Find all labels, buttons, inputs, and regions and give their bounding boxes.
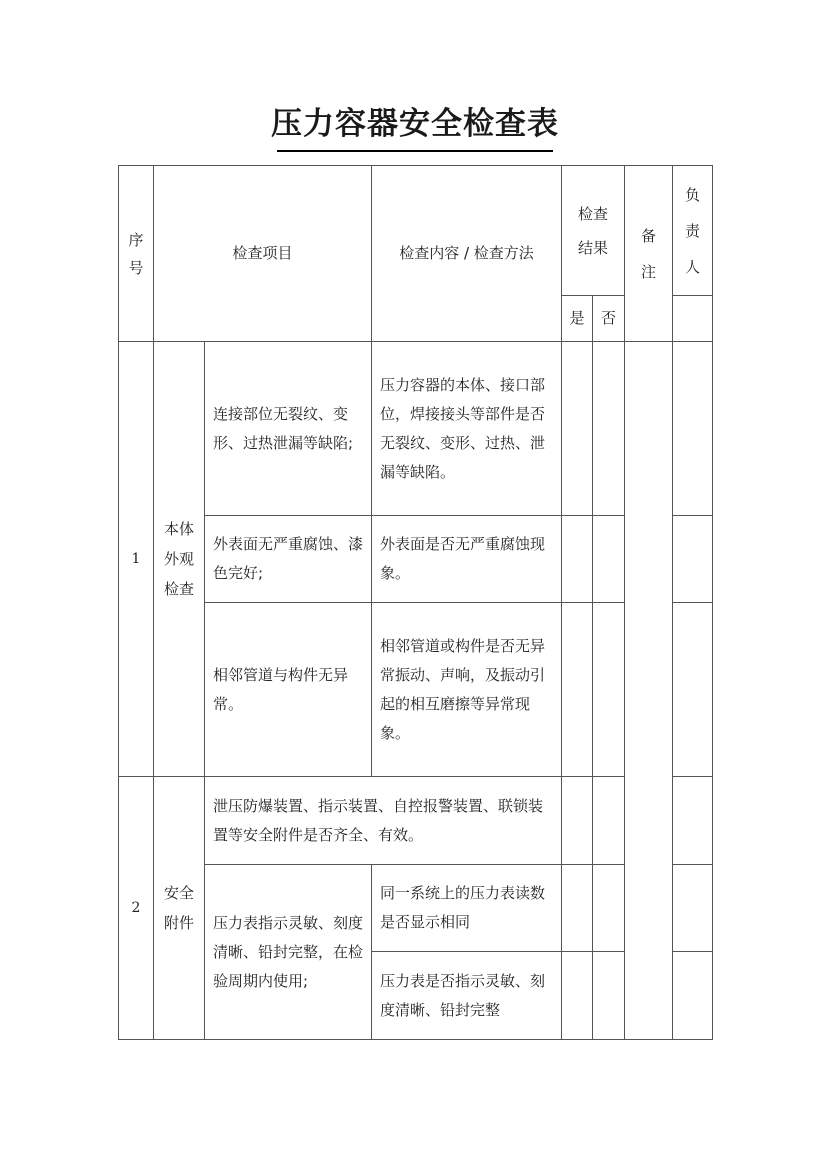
owner-cell[interactable] xyxy=(673,342,713,516)
check-item: 外表面无严重腐蚀、漆色完好; xyxy=(205,516,372,603)
header-yes: 是 xyxy=(562,296,593,342)
result-no-cell[interactable] xyxy=(593,865,625,952)
check-method: 相邻管道或构件是否无异常振动、声响，及振动引起的相互磨擦等异常现象。 xyxy=(372,603,562,777)
owner-cell[interactable] xyxy=(673,952,713,1040)
table-row xyxy=(119,603,713,777)
header-result: 检查结果 xyxy=(562,166,625,296)
section-category: 本体外观检查 xyxy=(154,342,205,777)
owner-cell[interactable] xyxy=(673,603,713,777)
result-no-cell[interactable] xyxy=(593,516,625,603)
header-owner-blank xyxy=(673,296,713,342)
owner-cell[interactable] xyxy=(673,777,713,865)
page-title: 压力容器安全检查表 xyxy=(271,106,559,142)
check-method: 外表面是否无严重腐蚀现象。 xyxy=(372,516,562,603)
header-item: 检查项目 xyxy=(154,166,372,342)
title-underline xyxy=(277,150,553,152)
check-item: 相邻管道与构件无异常。 xyxy=(205,603,372,777)
owner-cell[interactable] xyxy=(673,865,713,952)
result-yes-cell[interactable] xyxy=(562,516,593,603)
owner-cell[interactable] xyxy=(673,516,713,603)
table-row xyxy=(119,777,713,865)
check-method: 同一系统上的压力表读数是否显示相同 xyxy=(372,865,562,952)
remark-cell[interactable] xyxy=(625,342,673,1040)
result-yes-cell[interactable] xyxy=(562,952,593,1040)
table-row xyxy=(119,342,713,516)
check-item: 压力表指示灵敏、刻度清晰、铅封完整，在检验周期内使用; xyxy=(205,865,372,1040)
result-no-cell[interactable] xyxy=(593,603,625,777)
inspection-table xyxy=(118,165,713,1040)
check-item-merged: 泄压防爆装置、指示装置、自控报警装置、联锁装置等安全附件是否齐全、有效。 xyxy=(205,777,562,865)
result-yes-cell[interactable] xyxy=(562,342,593,516)
header-method: 检查内容 / 检查方法 xyxy=(372,166,562,342)
header-row xyxy=(119,166,713,296)
header-remark: 备注 xyxy=(625,166,673,342)
result-yes-cell[interactable] xyxy=(562,865,593,952)
check-method: 压力表是否指示灵敏、刻度清晰、铅封完整 xyxy=(372,952,562,1040)
result-no-cell[interactable] xyxy=(593,342,625,516)
table-row xyxy=(119,865,713,952)
result-no-cell[interactable] xyxy=(593,952,625,1040)
result-yes-cell[interactable] xyxy=(562,777,593,865)
header-no-col: 否 xyxy=(593,296,625,342)
result-yes-cell[interactable] xyxy=(562,603,593,777)
section-category: 安全附件 xyxy=(154,777,205,1040)
header-no: 序号 xyxy=(119,166,154,342)
watermark: ​ xyxy=(197,450,263,542)
section-no: 2 xyxy=(119,777,154,1040)
table-row xyxy=(119,516,713,603)
check-method: 压力容器的本体、接口部位，焊接接头等部件是否无裂纹、变形、过热、泄漏等缺陷。 xyxy=(372,342,562,516)
check-item: 连接部位无裂纹、变形、过热泄漏等缺陷; xyxy=(205,342,372,516)
section-no: 1 xyxy=(119,342,154,777)
result-no-cell[interactable] xyxy=(593,777,625,865)
header-owner: 负责人 xyxy=(673,166,713,296)
